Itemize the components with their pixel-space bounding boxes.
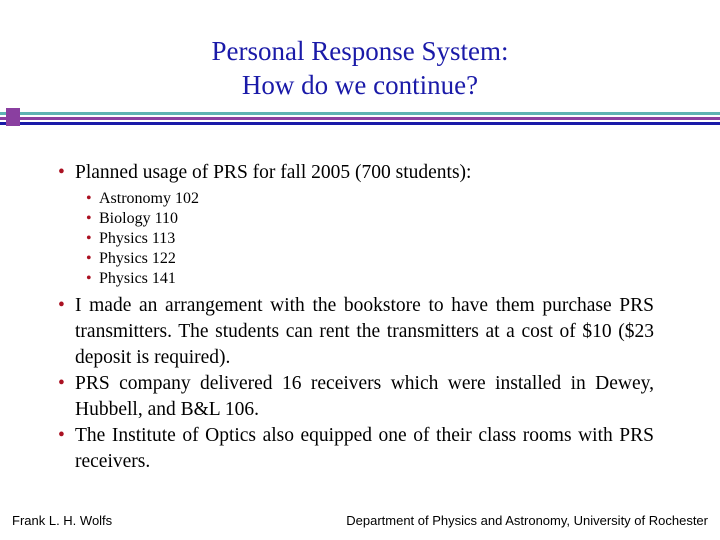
sub-bullet-item [86, 209, 654, 229]
bullet-text: PRS company delivered 16 receivers which were installed in Dewey, Hubbell, and B&L 106. [75, 373, 654, 420]
divider-rule-purple [0, 117, 720, 120]
bullet-icon: • [58, 295, 65, 316]
sub-bullet-item [86, 249, 654, 269]
bullet-icon: • [86, 210, 92, 227]
footer-author: Frank L. H. Wolfs [12, 513, 113, 528]
bullet-icon: • [58, 162, 65, 183]
slide-title-line-1: Personal Response System: [211, 36, 509, 66]
divider-rule-blue [0, 122, 720, 125]
bullet-text: I made an arrangement with the bookstore to have them purchase PRS transmitters. The students can rent the transmitters at a cost of $10 ($23 deposit is required). [75, 295, 654, 368]
sub-bullet-text: Physics 141 [99, 270, 176, 287]
slide-title [0, 34, 720, 102]
sub-bullet-list [58, 189, 654, 289]
bullet-item [58, 160, 654, 186]
sub-bullet-item [86, 189, 654, 209]
sub-bullet-text: Biology 110 [99, 210, 178, 227]
bullet-item [58, 423, 654, 475]
bullet-icon: • [86, 270, 92, 287]
sub-bullet-item [86, 269, 654, 289]
slide-body [58, 160, 654, 475]
divider-rule-teal [0, 112, 720, 115]
divider-knob [6, 108, 20, 126]
bullet-icon: • [58, 373, 65, 394]
bullet-icon: • [58, 425, 65, 446]
bullet-icon: • [86, 190, 92, 207]
sub-bullet-text: Physics 113 [99, 230, 176, 247]
sub-bullet-text: Physics 122 [99, 250, 176, 267]
bullet-icon: • [86, 230, 92, 247]
bullet-icon: • [86, 250, 92, 267]
sub-bullet-text: Astronomy 102 [99, 190, 199, 207]
bullet-item [58, 371, 654, 423]
bullet-text: The Institute of Optics also equipped one of their class rooms with PRS receivers. [75, 425, 654, 472]
footer-department: Department of Physics and Astronomy, University of Rochester [346, 513, 708, 528]
bullet-item [58, 293, 654, 371]
slide-title-line-2: How do we continue? [241, 70, 479, 100]
sub-bullet-item [86, 229, 654, 249]
bullet-text: Planned usage of PRS for fall 2005 (700 students): [75, 162, 472, 183]
